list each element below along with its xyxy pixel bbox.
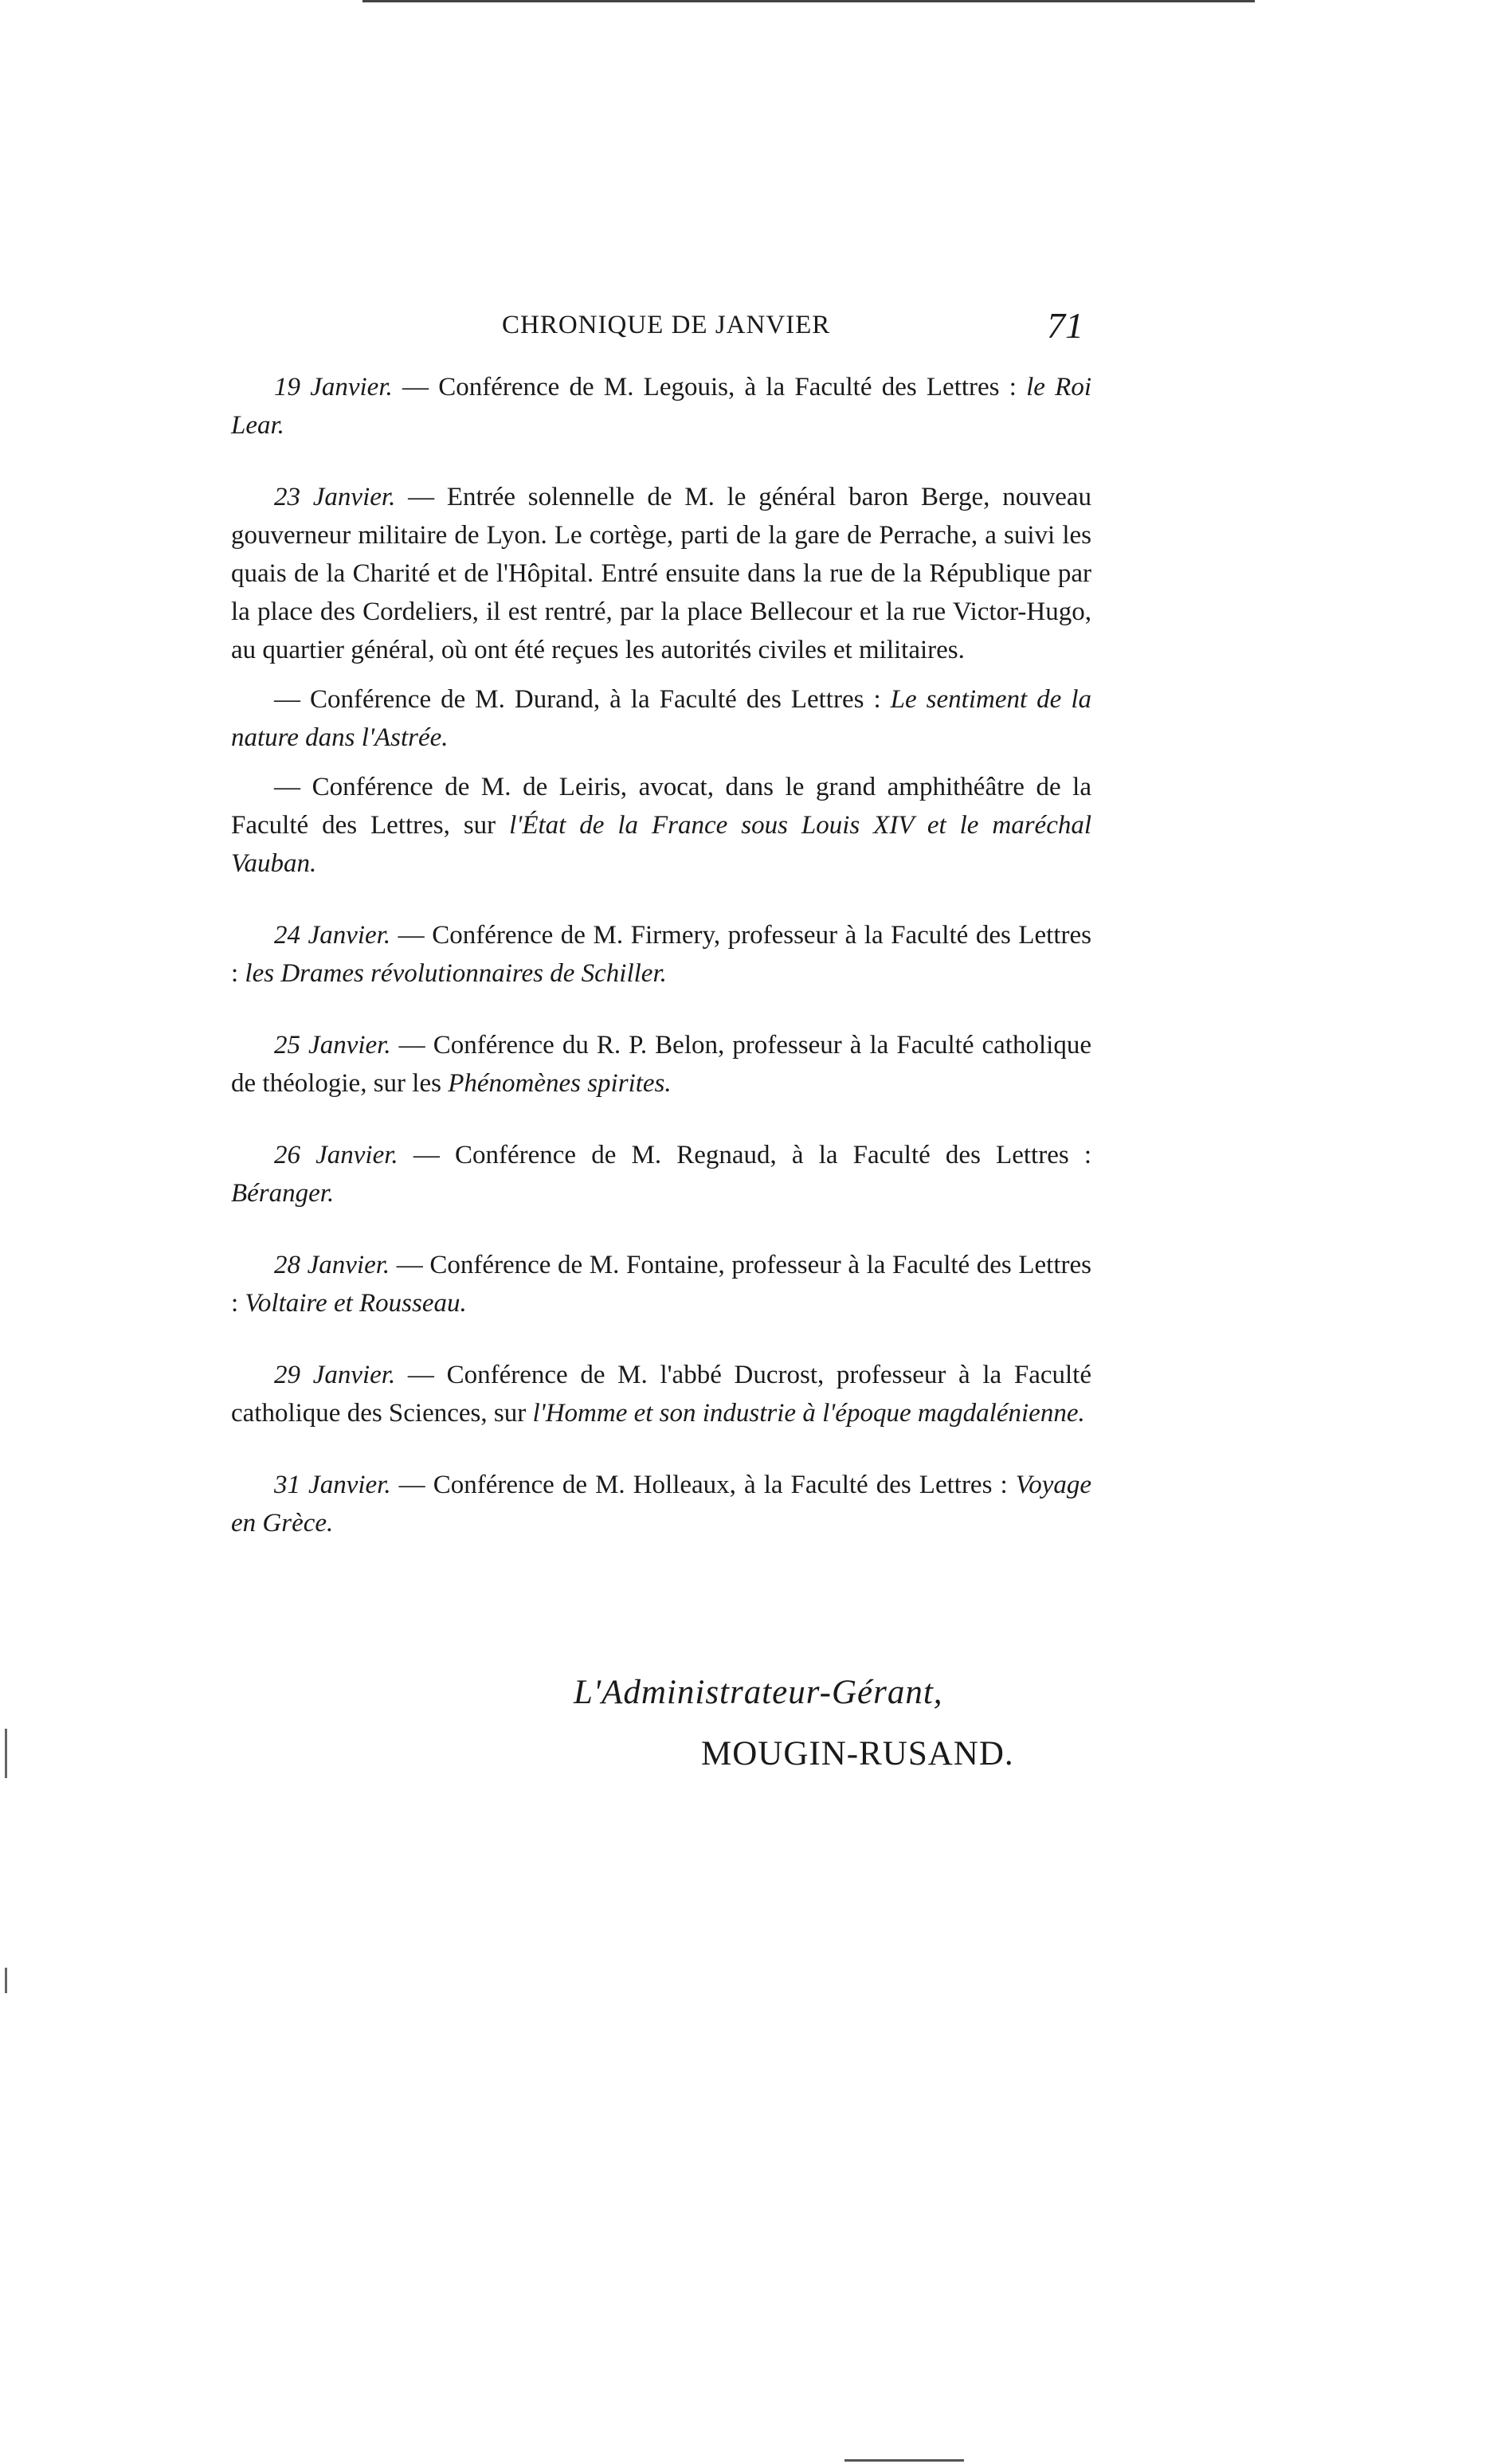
signature-role: L'Administrateur-Gérant,: [574, 1674, 943, 1711]
entry-sub-paragraph: [231, 680, 1091, 757]
running-title: CHRONIQUE DE JANVIER: [502, 311, 831, 339]
entry-text: — Conférence de M. de Leiris, avocat, dans le grand amphithéâtre de la Faculté des Lettres, sur: [231, 773, 1091, 840]
entry-text: — Conférence de M. Holleaux, à la Faculté des Lettres :: [390, 1471, 1016, 1499]
entry-date: 24 Janvier.: [274, 921, 391, 950]
entry-title: Voyage en Grèce.: [231, 1471, 1091, 1538]
margin-mark-upper: [5, 1729, 7, 1778]
entry-28-janvier: [231, 1246, 1091, 1322]
entry-title: le Roi Lear.: [231, 373, 1091, 440]
entry-date: 28 Janvier.: [274, 1251, 390, 1279]
entry-text: — Entrée solennelle de M. le général baron Berge, nouveau gouverneur militaire de Lyon. Le cortège, parti de la gare de Perrache, a suivi les quais de la Charité et de l'Hôpital. Entré ensuite dans la rue de la République par la place des Cordeliers, il est rentré, par la place Bellecour et la rue Victor-Hugo, au quartier général, où ont été reçues les autorités civiles et militaires.: [231, 483, 1091, 664]
entry-title: Béranger.: [231, 1179, 335, 1208]
entry-text: — Conférence de M. l'abbé Ducrost, professeur à la Faculté catholique des Sciences, sur: [231, 1361, 1092, 1428]
signature-block: [574, 1673, 1131, 1773]
entry-text: — Conférence de M. Legouis, à la Faculté des Lettres :: [392, 373, 1027, 402]
entry-paragraph: [231, 368, 1091, 445]
entry-paragraph: [231, 478, 1091, 669]
entry-title: l'Homme et son industrie à l'époque magdalénienne.: [532, 1399, 1085, 1428]
top-rule: [362, 0, 1255, 2]
entry-24-janvier: [231, 916, 1091, 993]
margin-mark-lower: [5, 1968, 7, 1993]
entry-text: — Conférence de M. Durand, à la Faculté des Lettres :: [274, 685, 891, 714]
entry-title: Le sentiment de la nature dans l'Astrée.: [231, 685, 1091, 752]
entry-date: 26 Janvier.: [274, 1141, 398, 1169]
signature-name: MOUGIN-RUSAND.: [701, 1735, 1014, 1773]
entry-text: — Conférence de M. Fontaine, professeur à la Faculté des Lettres :: [231, 1251, 1092, 1318]
entry-19-janvier: [231, 368, 1091, 445]
bottom-rule: [844, 2459, 964, 2462]
entry-paragraph: [231, 1136, 1091, 1212]
entry-sub-paragraph: [231, 768, 1091, 883]
chronicle-body: [231, 368, 1091, 1576]
entry-title: Voltaire et Rousseau.: [245, 1289, 467, 1318]
entry-title: l'État de la France sous Louis XIV et le maréchal Vauban.: [231, 811, 1092, 878]
page-header: [231, 303, 1099, 358]
entry-date: 29 Janvier.: [274, 1361, 396, 1389]
entry-26-janvier: [231, 1136, 1091, 1212]
entry-text: — Conférence de M. Regnaud, à la Faculté des Lettres :: [398, 1141, 1091, 1169]
entry-date: 19 Janvier.: [274, 373, 393, 402]
entry-title: Phénomènes spirites.: [448, 1069, 672, 1098]
entry-text: — Conférence de M. Firmery, professeur à la Faculté des Lettres :: [231, 921, 1091, 988]
entry-title: les Drames révolutionnaires de Schiller.: [245, 959, 667, 988]
entry-date: 23 Janvier.: [274, 483, 396, 511]
entry-25-janvier: [231, 1026, 1091, 1103]
entry-text: — Conférence du R. P. Belon, professeur à la Faculté catholique de théologie, sur les: [231, 1031, 1091, 1098]
entry-paragraph: [231, 1356, 1091, 1432]
entry-date: 31 Janvier.: [274, 1471, 391, 1499]
entry-29-janvier: [231, 1356, 1091, 1432]
entry-paragraph: [231, 1466, 1091, 1542]
entry-paragraph: [231, 916, 1091, 993]
entry-23-janvier: [231, 478, 1091, 883]
entry-date: 25 Janvier.: [274, 1031, 391, 1060]
entry-31-janvier: [231, 1466, 1091, 1542]
entry-paragraph: [231, 1026, 1091, 1103]
page-number: 71: [1047, 305, 1083, 346]
entry-paragraph: [231, 1246, 1091, 1322]
